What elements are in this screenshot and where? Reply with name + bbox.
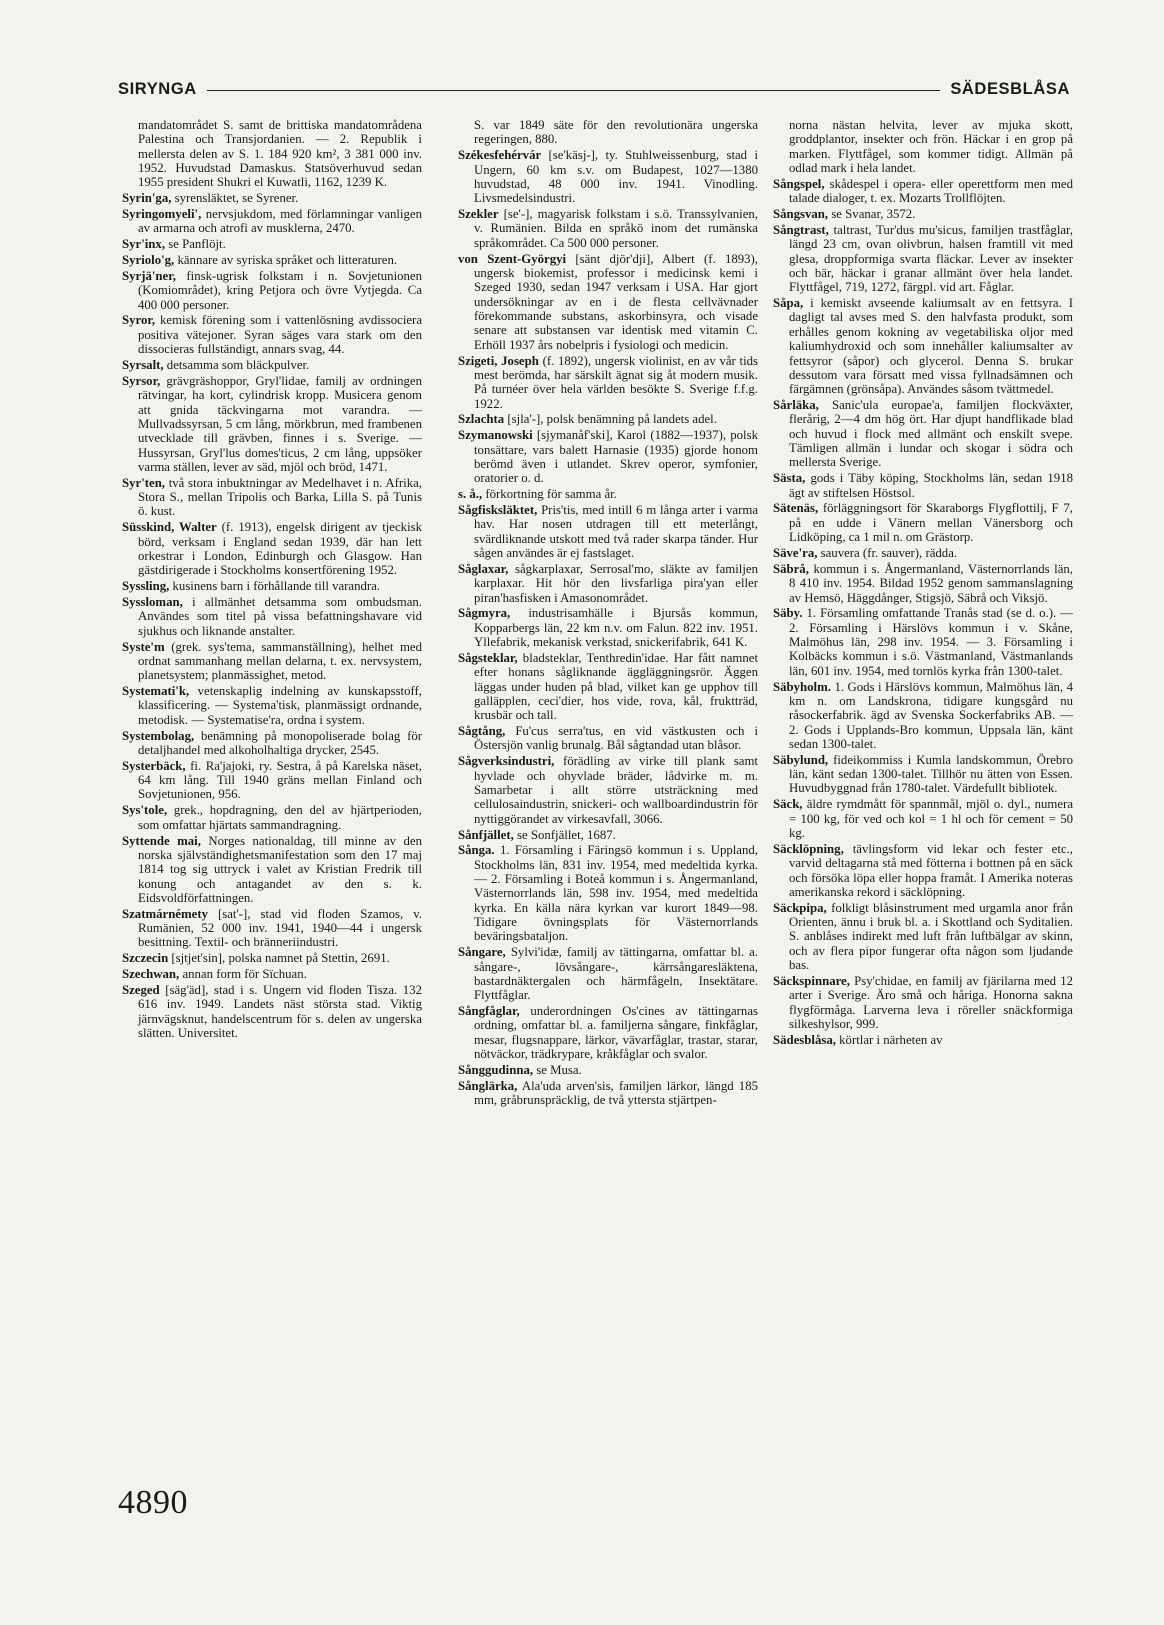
entry-text: benämning på monopoliserade bolag för detaljhandel med alkoholhaltiga drycker, 2545. — [138, 728, 422, 757]
entry-text: Norges nationaldag, till minne av den norska självständighetsmanifestation som den 17 maj 1814 tog sig uttryck i valet av Kristian Fredrik till konung och antagandet av den s. k. Eidsvoldförfattningen. — [138, 833, 422, 905]
entry-text: Pris'tis, med intill 6 m långa arter i varma hav. Har nosen utdragen till ett meterlångt, svärdliknande utskott med två rader skarpa tänder. Hur sågen användes är ej fastslaget. — [474, 502, 759, 560]
entry-text: 1. Gods i Härslövs kommun, Malmöhus län, 4 km n. om Landskrona, tidigare kungsgård nu råsockerfabrik. ägd av Svenska Sockerfabriks AB. — 2. Gods i Upplands-Bro kommun, Uppsala län, känt sedan 1300-talet. — [789, 679, 1073, 751]
entry-headword: Sågmyra, — [458, 606, 511, 621]
dictionary-entry — [458, 606, 758, 649]
entry-headword: Szlachta — [458, 412, 505, 427]
entry-text: se Musa. — [536, 1063, 582, 1077]
entry-headword: Sågtång, — [458, 724, 506, 739]
entry-headword: Såglaxar, — [458, 561, 509, 576]
entry-headword: Systemati'k, — [122, 684, 190, 699]
dictionary-entry — [773, 223, 1073, 295]
entry-headword: Sångsvan, — [773, 207, 829, 222]
dictionary-entry — [773, 471, 1073, 500]
dictionary-entry — [773, 398, 1073, 470]
entry-text: [säg'äd], stad i s. Ungern vid floden Tisza. 132 616 inv. 1949. Landets näst största stad. Viktig järnvägsknut, handelscentrum för s. delen av ungerska slätten. Universitet. — [138, 982, 422, 1040]
dictionary-entry — [122, 803, 422, 832]
entry-text: två stora inbuktningar av Medelhavet i n. Afrika, Stora S., mellan Tripolis och Barka, Lilla S. på Tunis ö. kust. — [138, 475, 423, 519]
entry-text: se Panflöjt. — [168, 237, 226, 252]
entry-headword: Szigeti, Joseph — [458, 353, 539, 368]
entry-text: grävgräshoppor, Gryl'lidae, familj av ordningen rätvingar, ha kort, cylindrisk kropp. Musicera genom att gnida täckvingarna mot varandra. — Mullvadssyrsan, 5 cm lång, mörkbrun, med frambenen utvecklade till grävben, finnes i s. Sverige. — Hussyrsan, Gryl'lus domes'ticus, 2 cm lång, uppsöker varma ställen, lever av säd, mjöl och bröd, 1471. — [138, 373, 422, 474]
entry-headword: von Szent-Györgyi — [458, 251, 567, 266]
entry-text: i kemiskt avseende kaliumsalt av en fettsyra. I dagligt tal avses med S. den halvfasta produkt, som erhålles genom kokning av vegetabiliska oljor med kaliumhydroxid och som innehåller kaliumsalter av fettsyror (såpor) och glycerol. Denna S. brukar dessutom vara försatt med vissa fyllnadsämnen och färgämnen (grönsåpa). Användes såsom tvättmedel. — [789, 296, 1073, 397]
entry-headword: s. å., — [458, 487, 483, 502]
entry-text: [sjla'-], polsk benämning på landets adel. — [507, 412, 717, 427]
entry-headword: Szczecin — [122, 951, 169, 966]
entry-text: förläggningsort för Skaraborgs Flygflottilj, F 7, på en udde i Vänern mellan Vänersborg och Lidköping, ca 1 mil n. om Grästorp. — [789, 501, 1073, 545]
dictionary-entry — [773, 842, 1073, 899]
entry-text: finsk-ugrisk folkstam i n. Sovjetunionen (Komiområdet), kring Petjora och övre Vytjegda. Ca 400 000 personer. — [138, 268, 423, 312]
page-number: 4890 — [118, 1484, 188, 1521]
entry-text: kommun i s. Ångermanland, Västernorrlands län, 8 410 inv. 1954. Bildad 1952 genom sammanslagning av Hemsö, Häggdånger, Stigsjö, Säbrå och Viksjö. — [789, 561, 1073, 605]
entry-headword: Syrsalt, — [122, 358, 164, 372]
entry-headword: Szeged — [122, 982, 160, 997]
header-left-word: SIRYNGA — [118, 79, 197, 98]
dictionary-entry — [122, 191, 422, 205]
entry-text: körtlar i närheten av — [839, 1032, 943, 1047]
entry-headword: Sångare, — [458, 945, 506, 960]
dictionary-entry — [773, 501, 1073, 544]
entry-headword: Sånglärka, — [458, 1078, 518, 1093]
entry-text: (grek. sys'tema, sammanställning), helhet med ordnat sammanhang mellan delarna, t. ex. nervsystem, planetsystem; planmässighet, metod. — [138, 639, 422, 683]
header-rule — [207, 90, 941, 91]
entry-headword: Sånga. — [458, 843, 495, 858]
entry-text: äldre rymdmått för spannmål, mjöl o. dyl., numera = 100 kg, för ved och kol = 1 hl och för cement = 50 kg. — [789, 797, 1074, 840]
dictionary-entry — [122, 640, 422, 683]
dictionary-entry — [773, 207, 1073, 221]
column-2 — [458, 118, 758, 1109]
entry-headword: Sätenäs, — [773, 501, 819, 516]
entry-text: [sänt djör'dji], Albert (f. 1893), ungersk biokemist, professor i medicinsk kemi i Szeged 1930, sedan 1947 verksam i USA. Har gjort undersökningar av en i de flesta cellvävnader förekommande substans, askorbinsyra, och visade senare att substansen var identisk med vitamin C. Erhöll 1937 års nobelpris i fysiologi och medicin. — [474, 251, 759, 352]
dictionary-entry — [458, 1079, 758, 1108]
dictionary-entry — [773, 606, 1073, 678]
entry-headword: Sästa, — [773, 471, 806, 486]
dictionary-entry — [458, 148, 758, 205]
dictionary-entry — [458, 945, 758, 1002]
entry-headword: Säcklöpning, — [773, 841, 844, 856]
entry-text: tävlingsform vid lekar och fester etc., varvid deltagarna stå med fötterna i bottnen på en säck och försöka löpa eller hoppa framåt. I Amerika noteras amerikanska rekord i säcklöpning. — [789, 841, 1073, 899]
entry-headword: Sädesblåsa, — [773, 1032, 836, 1047]
entry-headword: Säbrå, — [773, 561, 809, 576]
entry-text: grek., hopdragning, den del av hjärtperioden, som omfattar hjärtats sammandragning. — [138, 803, 422, 832]
entry-headword: Süsskind, Walter — [122, 520, 217, 535]
dictionary-entry — [122, 951, 422, 965]
entry-headword: Szekler — [458, 207, 499, 222]
dictionary-entry — [122, 759, 422, 802]
dictionary-entry — [773, 901, 1073, 973]
dictionary-entry — [458, 724, 758, 753]
entry-text: bladsteklar, Tenthredin'idae. Har fått namnet efter honans sågliknande äggläggningsrör. Äggen läggas under huden på blad, vilket kan ge upphov till galläpplen, ceci'dier, hos vide, rova, kål, fruktträd, krusbär och tall. — [474, 650, 758, 723]
entry-headword: Systerbäck, — [122, 758, 186, 773]
entry-text: industrisamhälle i Bjursås kommun, Kopparbergs län, 22 km n.v. om Falun. 822 inv. 1951. Yllefabrik, mekanisk verkstad, snickerifabrik, 641 K. — [474, 606, 758, 650]
dictionary-entry — [122, 237, 422, 251]
entry-text: [se'-], magyarisk folkstam i s.ö. Transsylvanien, v. Rumänien. Bilda en språkö inom det rumänska språkområdet. Ca 500 000 personer. — [474, 207, 758, 250]
entry-text: gods i Täby köping, Stockholms län, sedan 1918 ägt av stiftelsen Höstsol. — [789, 471, 1073, 500]
dictionary-entry — [458, 503, 758, 560]
entry-headword: Säby. — [773, 606, 803, 621]
entry-headword: Syriolo'g, — [122, 253, 175, 268]
entry-continuation — [122, 118, 422, 190]
entry-headword: Szatmárnémety — [122, 906, 208, 921]
entry-text: norna nästan helvita, lever av mjuka skott, groddplantor, insekter och frön. Häckar i en grop på marken. Flyttfågel, som kommer tidigt. Allmän på odlad mark i hela landet. — [789, 118, 1073, 176]
entry-text: 1. Församling i Färingsö kommun i s. Uppland, Stockholms län, 831 inv. 1954, med medeltida kyrka. — 2. Församling i Boteå kommun i s. Ångermanland, Västernorrlands län, 598 inv. 1954, med medeltida kyrka. En källa nära kyrkan var kurort 1849—98. Tidigare övningsplats för Västernorrlands beväringsbataljon. — [474, 843, 758, 944]
entry-headword: Sågsteklar, — [458, 650, 518, 665]
entry-headword: Sågfisksläktet, — [458, 502, 538, 517]
entry-text: (f. 1913), engelsk dirigent av tjeckisk börd, verksam i England sedan 1939, där han lett orkestrar i London, Edinburgh och Glasgow. Han gästdirigerade i Stockholms konsertförening 1952. — [138, 520, 423, 578]
dictionary-entry — [773, 546, 1073, 560]
dictionary-entry — [458, 1063, 758, 1077]
entry-headword: Syste'm — [122, 639, 165, 654]
entry-headword: Szechwan, — [122, 967, 180, 982]
dictionary-entry — [773, 1033, 1073, 1047]
entry-headword: Szymanowski — [458, 428, 533, 443]
entry-headword: Säck, — [773, 797, 803, 812]
entry-text: folkligt blåsinstrument med urgamla anor från Orienten, ännu i bruk bl. a. i Skottland och Syditalien. S. anblåses indirekt med luft från luftbälgar av skinn, och av flera pipor fungerar ofta någon som ljudande bas. — [789, 900, 1074, 973]
entry-text: skådespel i opera- eller operettform men med talade dialoger, t. ex. Mozarts Trollflöjten. — [789, 176, 1073, 206]
entry-text: kusinens barn i förhållande till varandra. — [172, 579, 381, 594]
dictionary-entry — [122, 358, 422, 372]
dictionary-entry — [458, 1004, 758, 1061]
entry-text: fi. Ra'jajoki, ry. Sestra, å på Karelska näset, 64 km lång. Till 1940 gräns mellan Finland och Sovjetunionen, 956. — [138, 758, 422, 802]
entry-headword: Såpa, — [773, 296, 804, 311]
entry-headword: Systembolag, — [122, 728, 195, 743]
dictionary-entry — [122, 579, 422, 593]
entry-text: annan form för Sïchuan. — [182, 967, 307, 982]
entry-text: kemisk förening som i vattenlösning avdissociera positiva vätejoner. Syran säges vara stark om den dissocieras fullständigt, annars svag, 44. — [138, 313, 422, 357]
entry-text: detsamma som bläckpulver. — [166, 358, 310, 372]
entry-text: (f. 1892), ungersk violinist, en av vår tids mest berömda, har särskilt ägnat sig åt modern musik. På turnéer över hela världen besökte S. Sverige f.f.g. 1922. — [474, 353, 758, 411]
dictionary-entry — [773, 797, 1073, 840]
entry-headword: Syr'inx, — [122, 237, 166, 252]
entry-continuation — [773, 118, 1073, 175]
dictionary-entry — [773, 562, 1073, 605]
entry-text: S. var 1849 säte för den revolutionära ungerska regeringen, 880. — [474, 118, 758, 147]
entry-text: Sanic'ula europae'a, familjen flockväxter, flerårig, 2—4 dm hög ört. Har djupt handflikade blad och huvud i flock med allmänt och enskilt svepe. Tämligen allmän i lundar och skogar i södra och mellersta Sverige. — [789, 398, 1073, 470]
entry-text: [sat'-], stad vid floden Szamos, v. Rumänien, 52 000 inv. 1941, 1940—44 i ungersk besittning. Textil- och bränneriindustri. — [138, 906, 422, 950]
entry-headword: Syrsor, — [122, 373, 161, 388]
dictionary-entry — [122, 520, 422, 577]
dictionary-entry — [773, 974, 1073, 1031]
entry-text: taltrast, Tur'dus mu'sicus, familjen trastfåglar, längd 23 cm, ovan olivbrun, halsen framtill vit med glesa, droppformiga svarta fläckar. Lever av insekter och bär, häckar i granar allmänt över hela landet. Flyttfågel, 719, 1272, färgpl. vid art. Fåglar. — [789, 222, 1074, 295]
entry-text: underordningen Os'cines av tättingarnas ordning, omfattar bl. a. familjerna sångare, finkfåglar, mesar, flugsnappare, lärkor, vävarfåglar, trastar, starar, nötväckor, trädkrypare, kråkfåglar och svalor. — [474, 1004, 758, 1062]
dictionary-entry — [458, 428, 758, 485]
entry-text: se Svanar, 3572. — [831, 207, 916, 222]
entry-text: förkortning för samma år. — [485, 487, 617, 502]
entry-text: mandatområdet S. samt de brittiska mandatområdena Palestina och Transjordanien. — 2. Republik i mellersta delen av S. 1. 184 920 km², 3 381 000 inv. 1952. Huvudstad Damaskus. Statsöverhuvud sedan 1955 president Shukri el Kuwatli, 1162, 1239 K. — [138, 118, 422, 190]
dictionary-entry — [122, 729, 422, 758]
dictionary-entry — [122, 967, 422, 981]
entry-headword: Säve'ra, — [773, 545, 818, 560]
dictionary-entry — [122, 684, 422, 727]
header-right-word: SÄDESBLÅSA — [950, 79, 1070, 98]
dictionary-entry — [122, 269, 422, 312]
entry-headword: Sångfåglar, — [458, 1004, 520, 1019]
entry-text: Sylvi'idæ, familj av tättingarna, omfattar bl. a. sångare-, lövsångare-, kärrsångaresläktena, bastardnäktergalen och härmfågeln, Insektätare. Flyttfåglar. — [474, 945, 758, 1003]
entry-text: kännare av syriska språket och litteraturen. — [177, 253, 398, 268]
dictionary-entry — [773, 753, 1073, 796]
entry-text: [sjymanåf'ski], Karol (1882—1937), polsk tonsättare, vars balett Harnasie (1935) gjorde honom berömd även i utlandet. Skrev operor, symfonier, oratorier o. d. — [474, 428, 758, 486]
entry-headword: Sångspel, — [773, 176, 825, 191]
entry-headword: Syssling, — [122, 579, 170, 594]
dictionary-entry — [122, 983, 422, 1040]
dictionary-entry — [458, 562, 758, 605]
dictionary-entry — [458, 843, 758, 943]
entry-text: sauvera (fr. sauver), rädda. — [820, 545, 958, 560]
entry-headword: Sånggudinna, — [458, 1063, 534, 1077]
dictionary-entry — [773, 177, 1073, 206]
entry-headword: Syringomyeli', — [122, 207, 202, 222]
dictionary-entry — [122, 313, 422, 356]
dictionary-entry — [458, 828, 758, 842]
entry-headword: Sårläka, — [773, 398, 819, 413]
entry-text: 1. Församling omfattande Tranås stad (se d. o.). — 2. Församling i Härslövs kommun i v. Skåne, Malmöhus län, 298 inv. 1954. — 3. Församling i Kolbäcks kommun i s.ö. Västmanland, Västmanlands län, 601 inv. 1954, med tornlös kyrka från 1300-talet. — [789, 606, 1073, 678]
dictionary-entry — [122, 374, 422, 474]
entry-headword: Sånfjället, — [458, 827, 514, 842]
entry-headword: Sys'tole, — [122, 803, 168, 818]
dictionary-entry — [458, 651, 758, 723]
dictionary-entry — [458, 487, 758, 501]
entry-text: nervsjukdom, med förlamningar vanligen av armarna och atrofi av musklerna, 2470. — [138, 207, 422, 236]
dictionary-entry — [458, 354, 758, 411]
running-header — [118, 76, 1070, 102]
entry-text: [se'käsj-], ty. Stuhlweissenburg, stad i Ungern, 60 km s.v. om Budapest, 1027—1380 huvudstad, 48 000 inv. 1941. Vinodling. Livsmedelsindustri. — [474, 148, 758, 206]
dictionary-entry — [122, 476, 422, 519]
entry-headword: Sångtrast, — [773, 222, 829, 237]
dictionary-entry — [458, 412, 758, 426]
entry-text: Fu'cus serra'tus, en vid västkusten och i Östersjön vanlig brunalg. Bål sågtandad utan blåsor. — [474, 724, 758, 753]
entry-headword: Syrjä'ner, — [122, 268, 176, 283]
entry-headword: Säbyholm. — [773, 679, 831, 694]
dictionary-entry — [458, 754, 758, 826]
entry-headword: Syrin'ga, — [122, 191, 172, 206]
entry-text: i allmänhet detsamma som ombudsman. Användes som titel på vissa befattningshavare vid sjukhus och liknande anstalter. — [138, 595, 423, 638]
entry-headword: Säckpipa, — [773, 900, 827, 915]
entry-text: förädling av virke till plank samt hyvlade och ohyvlade bräder, lådvirke m. m. Samarbetar i allt större utsträckning med cellulosaindustrin, snickeri- och wallboardindustrin för nyttiggörandet av virkesavfall, 3066. — [474, 754, 758, 826]
entry-text: sågkarplaxar, Serrosal'mo, släkte av familjen karplaxar. Hit hör den livsfarliga pira'yan eller piran'hasfisken i Amasonområdet. — [474, 561, 758, 605]
column-1 — [122, 118, 422, 1042]
dictionary-entry — [773, 680, 1073, 752]
entry-text: se Sonfjället, 1687. — [517, 827, 616, 842]
entry-headword: Syr'ten, — [122, 475, 166, 490]
entry-text: Psy'chidae, en familj av fjärilarna med 12 arter i Sverige. Äro små och håriga. Honorna sakna flygförmåga. Larverna leva i röreller snäckformiga silkeshylsor, 999. — [789, 973, 1074, 1031]
dictionary-entry — [773, 296, 1073, 396]
entry-headword: Syror, — [122, 313, 156, 328]
entry-text: [sjtjet'sin], polska namnet på Stettin, 2691. — [171, 951, 390, 966]
entry-text: fideikommiss i Kumla landskommun, Örebro län, känt sedan 1300-talet. Tillhör nu ätten von Essen. Huvudbyggnad från 1780-talet. Värdefullt bibliotek. — [789, 752, 1073, 796]
entry-headword: Säckspinnare, — [773, 973, 850, 988]
entry-headword: Sågverksindustri, — [458, 754, 555, 769]
entry-text: Ala'uda arven'sis, familjen lärkor, längd 185 mm, gråbrunspräcklig, de två yttersta stjärtpen- — [474, 1078, 758, 1108]
entry-continuation — [458, 118, 758, 147]
dictionary-entry — [458, 207, 758, 250]
entry-headword: Székesfehérvár — [458, 148, 542, 163]
entry-text: syrensläktet, se Syrener. — [174, 191, 299, 206]
dictionary-entry — [122, 207, 422, 236]
entry-text: vetenskaplig indelning av kunskapsstoff, klassificering. — Systema'tisk, planmässigt ordnande, metodisk. — Systematise'ra, ordna i system. — [138, 684, 423, 727]
entry-headword: Syttende mai, — [122, 833, 201, 848]
dictionary-entry — [458, 252, 758, 352]
dictionary-entry — [122, 595, 422, 638]
entry-headword: Syssloman, — [122, 595, 183, 609]
column-3 — [773, 118, 1073, 1049]
entry-headword: Säbylund, — [773, 752, 829, 767]
dictionary-entry — [122, 834, 422, 906]
dictionary-entry — [122, 907, 422, 950]
dictionary-entry — [122, 253, 422, 267]
